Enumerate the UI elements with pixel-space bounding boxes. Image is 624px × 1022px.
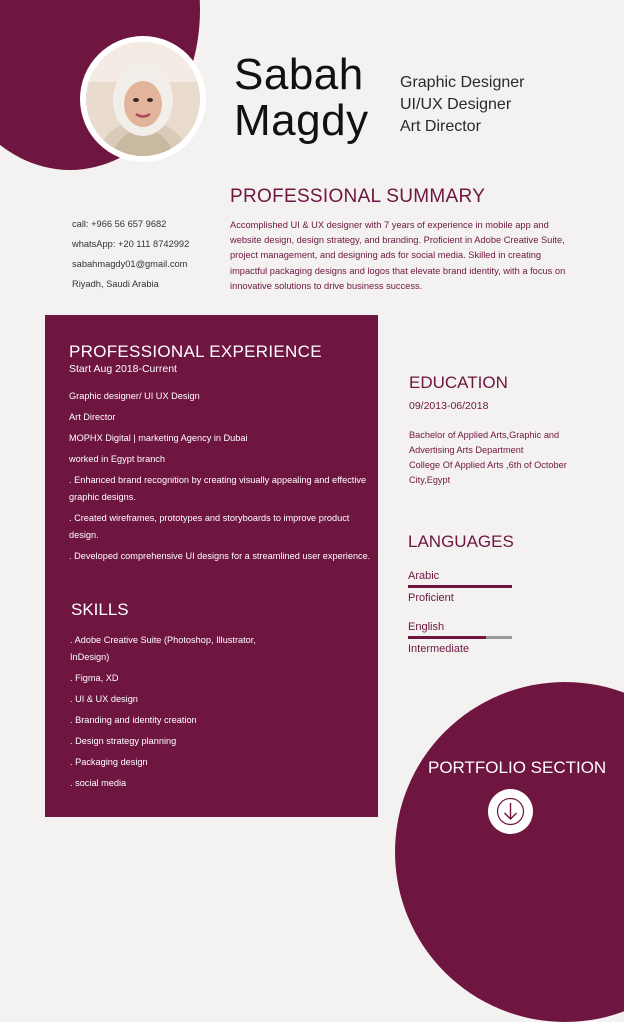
skills-heading: SKILLS bbox=[71, 600, 129, 619]
education-dates: 09/2013-06/2018 bbox=[409, 400, 489, 412]
experience-line: Art Director bbox=[69, 412, 116, 422]
languages-heading: LANGUAGES bbox=[408, 532, 514, 551]
experience-line: MOPHX Digital | marketing Agency in Dubai bbox=[69, 433, 248, 443]
skill-item: . Packaging design bbox=[70, 756, 148, 767]
experience-details bbox=[69, 388, 372, 569]
experience-line: . Enhanced brand recognition by creating visually appealing and effective graphic designs. bbox=[69, 475, 367, 502]
contact-location: Riyadh, Saudi Arabia bbox=[72, 279, 159, 289]
education-heading: EDUCATION bbox=[409, 373, 508, 392]
job-titles bbox=[400, 72, 525, 138]
summary-heading: PROFESSIONAL SUMMARY bbox=[230, 186, 486, 207]
role-3: Art Director bbox=[400, 118, 481, 135]
experience-line: worked in Egypt branch bbox=[69, 454, 166, 464]
avatar bbox=[86, 42, 200, 156]
experience-line: . Developed comprehensive UI designs for a streamlined user experience. bbox=[69, 551, 371, 561]
skill-item: . Adobe Creative Suite (Photoshop, Illustrator, InDesign) bbox=[70, 635, 256, 662]
language-item-arabic bbox=[408, 570, 512, 604]
language-level: Intermediate bbox=[408, 643, 470, 655]
language-level: Proficient bbox=[408, 592, 454, 604]
experience-heading: PROFESSIONAL EXPERIENCE bbox=[69, 342, 322, 361]
summary-text: Accomplished UI & UX designer with 7 years of experience in mobile app and website design, design strategy, and branding. Proficient in Adobe Creative Suite, project management, and designing ads for social media. Skilled in creating impactful packaging designs and logos that elevate brand identity, with a focus on innovative solutions to drive business success. bbox=[230, 220, 566, 291]
language-bar-track bbox=[408, 636, 512, 639]
arrow-down-icon bbox=[488, 789, 533, 834]
language-name: Arabic bbox=[408, 570, 440, 582]
skill-item: . Branding and identity creation bbox=[70, 714, 197, 725]
skill-item: . social media bbox=[70, 777, 127, 788]
language-name: English bbox=[408, 621, 445, 633]
education-college: College Of Applied Arts ,6th of October City,Egypt bbox=[409, 460, 567, 485]
language-item-english bbox=[408, 621, 512, 655]
profile-photo-illustration bbox=[86, 42, 200, 156]
role-2: UI/UX Designer bbox=[400, 96, 512, 113]
full-name bbox=[234, 52, 369, 144]
language-bar-track bbox=[408, 585, 512, 588]
portfolio-heading: PORTFOLIO SECTION bbox=[428, 758, 607, 777]
decorative-circle-bottom-right bbox=[395, 682, 624, 1022]
skill-item: . UI & UX design bbox=[70, 693, 138, 704]
contact-phone: call: +966 56 657 9682 bbox=[72, 219, 167, 229]
contact-email: sabahmagdy01@gmail.com bbox=[72, 259, 188, 269]
portfolio-link-button[interactable] bbox=[488, 789, 533, 834]
experience-line: Graphic designer/ UI UX Design bbox=[69, 391, 200, 401]
experience-line: . Created wireframes, prototypes and storyboards to improve product design. bbox=[69, 513, 350, 540]
education-details bbox=[409, 428, 589, 488]
first-name: Sabah bbox=[234, 50, 364, 99]
role-1: Graphic Designer bbox=[400, 74, 525, 91]
last-name: Magdy bbox=[234, 96, 369, 145]
skill-item: . Design strategy planning bbox=[70, 735, 177, 746]
experience-period: Start Aug 2018-Current bbox=[69, 363, 177, 375]
language-bar-fill bbox=[408, 636, 486, 639]
skills-list bbox=[70, 632, 280, 796]
contact-whatsapp: whatsApp: +20 111 8742992 bbox=[72, 239, 190, 249]
education-degree: Bachelor of Applied Arts,Graphic and Advertising Arts Department bbox=[409, 430, 560, 455]
contact-info bbox=[72, 214, 189, 294]
language-bar-fill bbox=[408, 585, 512, 588]
skill-item: . Figma, XD bbox=[70, 672, 119, 683]
